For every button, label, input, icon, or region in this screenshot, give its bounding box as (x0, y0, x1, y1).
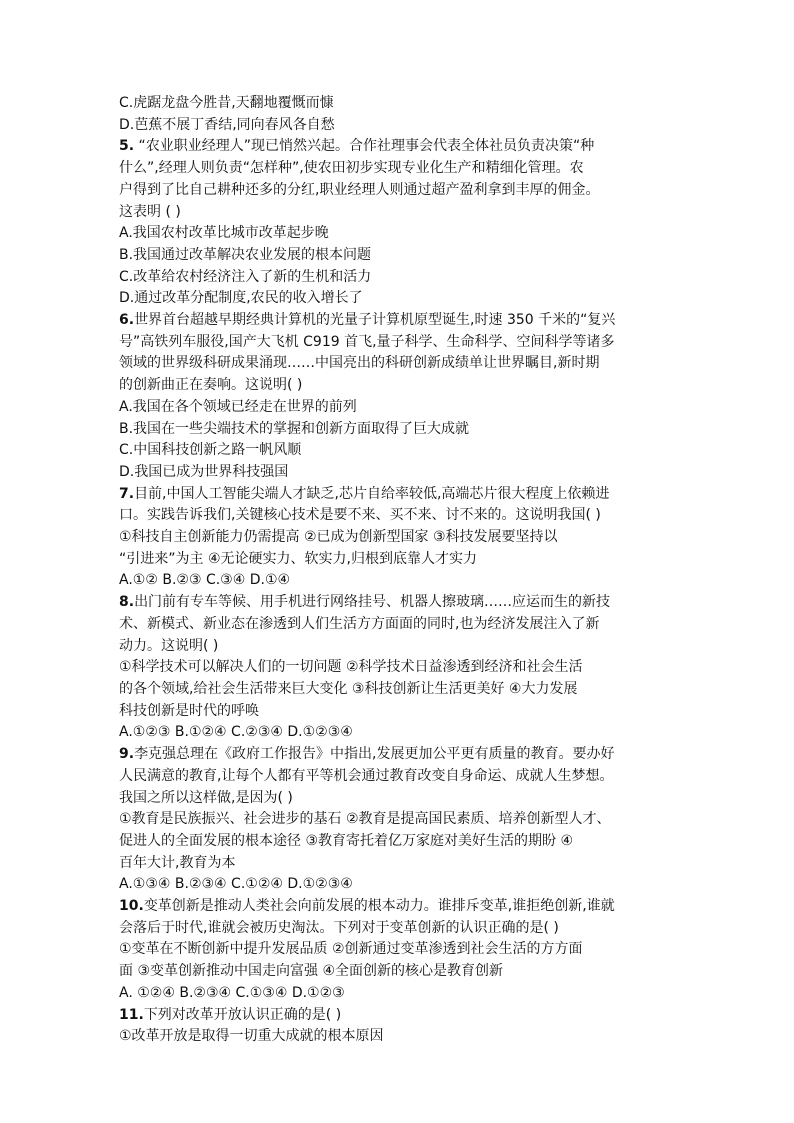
line-text: B.我国通过改革解决农业发展的根本问题 (119, 246, 372, 263)
text-line (119, 93, 689, 115)
text-line (119, 505, 689, 527)
text-line (119, 158, 689, 180)
text-line (119, 679, 689, 701)
text-line (119, 614, 689, 636)
text-line (119, 657, 689, 679)
line-text: 目前,中国人工智能尖端人才缺乏,芯片自给率较低,高端芯片很大程度上依赖进 (134, 485, 610, 502)
text-line (119, 375, 689, 397)
text-line (119, 744, 689, 766)
line-text: 什么”,经理人则负责“怎样种”,使农田初步实现专业化生产和精细化管理。农 (119, 160, 584, 177)
line-text: 出门前有专车等候、用手机进行网络挂号、机器人擦玻璃……应运而生的新技 (134, 594, 611, 611)
line-text: 的各个领域,给社会生活带来巨大变化 ③科技创新让生活更美好 ④大力发展 (119, 680, 578, 697)
line-text: A.①③④ B.②③④ C.①②④ D.①②③④ (119, 876, 353, 893)
text-line (119, 136, 689, 158)
line-text: D.芭蕉不展丁香结,同向春风各自愁 (119, 116, 335, 133)
line-text: C.改革给农村经济注入了新的生机和活力 (119, 268, 372, 285)
text-line (119, 1026, 689, 1048)
text-line (119, 918, 689, 940)
line-text: B.我国在一些尖端技术的掌握和创新方面取得了巨大成就 (119, 420, 470, 437)
text-line (119, 788, 689, 810)
line-text: ①科学技术可以解决人们的一切问题 ②科学技术日益渗透到经济和社会生活 (119, 659, 583, 676)
text-line (119, 527, 689, 549)
line-text: 领域的世界级科研成果涌现……中国亮出的科研创新成绩单让世界瞩目,新时期 (119, 355, 600, 372)
question-number: 9. (119, 746, 135, 763)
text-line (119, 440, 689, 462)
text-line (119, 115, 689, 137)
line-text: A.我国农村改革比城市改革起步晚 (119, 225, 329, 242)
text-line (119, 397, 689, 419)
line-text: 号”高铁列车服役,国产大飞机 C919 首飞,量子科学、生命科学、空间科学等诸多 (119, 333, 615, 350)
line-text: 人民满意的教育,让每个人都有平等机会通过教育改变自身命运、成就人生梦想。 (119, 767, 614, 784)
line-text: 百年大计,教育为本 (119, 854, 236, 871)
line-text: ①改革开放是取得一切重大成就的根本原因 (119, 1028, 384, 1045)
line-text: A.①②③ B.①②④ C.②③④ D.①②③④ (119, 724, 353, 741)
text-line (119, 983, 689, 1005)
text-line (119, 310, 689, 332)
text-line (119, 1005, 689, 1027)
text-line (119, 245, 689, 267)
line-text: 口。实践告诉我们,关键核心技术是要不来、买不来、讨不来的。这说明我国( ) (119, 507, 601, 524)
line-text: 会落后于时代,谁就会被历史淘汰。下列对于变革创新的认识正确的是( ) (119, 919, 559, 936)
line-text: 动力。这说明( ) (119, 637, 219, 654)
question-number: 6. (119, 312, 135, 329)
text-line (119, 202, 689, 224)
question-number: 5. (119, 138, 135, 155)
question-number: 11. (119, 1006, 144, 1023)
text-line (119, 896, 689, 918)
line-text: 下列对改革开放认识正确的是( ) (143, 1006, 342, 1023)
line-text: ①科技自主创新能力仍需提高 ②已成为创新型国家 ③科技发展要坚持以 (119, 529, 558, 546)
text-line (119, 549, 689, 571)
question-text-block (119, 93, 689, 1048)
line-text: A.我国在各个领域已经走在世界的前列 (119, 398, 357, 415)
text-line (119, 722, 689, 744)
text-line (119, 484, 689, 506)
text-line (119, 853, 689, 875)
line-text: A. ①②④ B.②③④ C.①③④ D.①②③ (119, 984, 345, 1001)
text-line (119, 267, 689, 289)
question-number: 8. (119, 594, 135, 611)
line-text: A.①② B.②③ C.③④ D.①④ (119, 572, 291, 589)
line-text: ①变革在不断创新中提升发展品质 ②创新通过变革渗透到社会生活的方方面 (119, 941, 583, 958)
text-line (119, 809, 689, 831)
text-line (119, 353, 689, 375)
line-text: “引进来”为主 ④无论硬实力、软实力,归根到底靠人才实力 (119, 550, 477, 567)
question-number: 10. (119, 898, 144, 915)
text-line (119, 288, 689, 310)
line-text: 面 ③变革创新推动中国走向富强 ④全面创新的核心是教育创新 (119, 963, 504, 980)
line-text: 促进人的全面发展的根本途径 ③教育寄托着亿万家庭对美好生活的期盼 ④ (119, 832, 574, 849)
line-text: 我国之所以这样做,是因为( ) (119, 789, 293, 806)
text-line (119, 570, 689, 592)
text-line (119, 180, 689, 202)
text-line (119, 462, 689, 484)
line-text: 世界首台超越早期经典计算机的光量子计算机原型诞生,时速 350 千米的“复兴 (134, 312, 616, 329)
text-line (119, 636, 689, 658)
line-text: 的创新曲正在奏响。这说明( ) (119, 377, 303, 394)
text-line (119, 961, 689, 983)
text-line (119, 831, 689, 853)
line-text: C.虎踞龙盘今胜昔,天翻地覆慨而慷 (119, 95, 334, 111)
text-line (119, 874, 689, 896)
line-text: 李克强总理在《政府工作报告》中指出,发展更加公平更有质量的教育。要办好 (134, 746, 615, 763)
line-text: 这表明 ( ) (119, 203, 181, 220)
question-number: 7. (119, 485, 135, 502)
text-line (119, 766, 689, 788)
line-text: D.通过改革分配制度,农民的收入增长了 (119, 290, 363, 307)
line-text: 科技创新是时代的呼唤 (119, 702, 259, 719)
line-text: D.我国已成为世界科技强国 (119, 463, 289, 480)
line-text: 变革创新是推动人类社会向前发展的根本动力。谁排斥变革,谁拒绝创新,谁就 (143, 898, 615, 915)
text-line (119, 701, 689, 723)
line-text: “农业职业经理人”现已悄然兴起。合作社理事会代表全体社员负责决策“种 (134, 138, 595, 155)
text-line (119, 223, 689, 245)
line-text: ①教育是民族振兴、社会进步的基石 ②教育是提高国民素质、培养创新型人才、 (119, 811, 611, 828)
text-line (119, 939, 689, 961)
line-text: 术、新模式、新业态在渗透到人们生活方方面面的同时,也为经济发展注入了新 (119, 615, 600, 632)
line-text: C.中国科技创新之路一帆风顺 (119, 442, 302, 459)
text-line (119, 332, 689, 354)
line-text: 户得到了比自己耕种还多的分红,职业经理人则通过超产盈利拿到丰厚的佣金。 (119, 181, 600, 198)
text-line (119, 419, 689, 441)
text-line (119, 592, 689, 614)
